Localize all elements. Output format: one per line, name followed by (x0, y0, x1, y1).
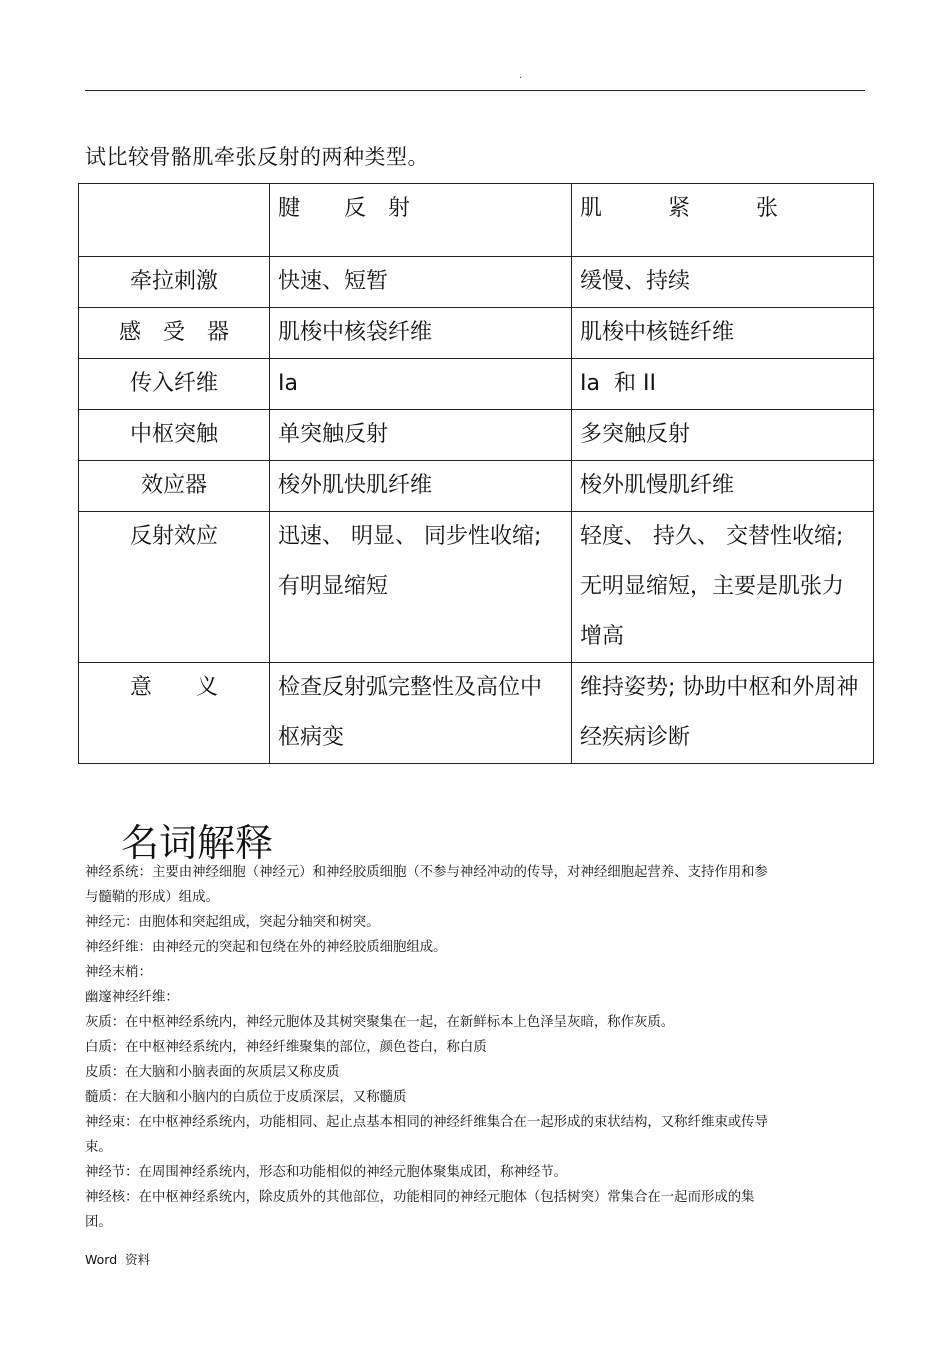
table-row (79, 461, 874, 512)
definition-item: 神经系统：主要由神经细胞（神经元）和神经胶质细胞（不参与神经冲动的传导，对神经细胞起营养、支持作用和参与髓鞘的形成）组成。 (85, 865, 768, 905)
definition-item: 白质：在中枢神经系统内，神经纤维聚集的部位，颜色苍白，称白质 (85, 1040, 487, 1055)
definition-item: 神经纤维：由神经元的突起和包绕在外的神经胶质细胞组成。 (85, 940, 447, 955)
header-mark: . (519, 70, 523, 81)
tendon-cell: Ia (270, 359, 572, 410)
tendon-cell: 单突触反射 (270, 410, 572, 461)
tendon-cell: 快速、短暂 (270, 257, 572, 308)
tendon-cell: 迅速、 明显、 同步性收缩;有明显缩短 (270, 512, 572, 663)
definition-item: 神经核：在中枢神经系统内，除皮质外的其他部位，功能相同的神经元胞体（包括树突）常集合在一起而形成的集团。 (85, 1190, 755, 1230)
row-label: 反射效应 (79, 512, 270, 663)
tone-cell: 缓慢、持续 (572, 257, 874, 308)
header-cell-empty (79, 184, 270, 257)
footer-label: Word 资料 (85, 1252, 151, 1267)
header-rule (85, 90, 865, 91)
definition-item: 神经束：在中枢神经系统内，功能相同、起止点基本相同的神经纤维集合在一起形成的束状结构，又称纤维束或传导束。 (85, 1115, 768, 1155)
table-row (79, 257, 874, 308)
header-cell-tendon-reflex: 腱 反 射 (270, 184, 572, 257)
tone-cell: 肌梭中核链纤维 (572, 308, 874, 359)
definition-item: 神经元：由胞体和突起组成，突起分轴突和树突。 (85, 915, 380, 930)
tone-cell: 多突触反射 (572, 410, 874, 461)
tone-cell: 梭外肌慢肌纤维 (572, 461, 874, 512)
definition-item: 幽邃神经纤维： (85, 990, 179, 1005)
tone-cell: 维持姿势; 协助中枢和外周神经疾病诊断 (572, 663, 874, 764)
row-label: 感 受 器 (79, 308, 270, 359)
table-row (79, 663, 874, 764)
row-label: 效应器 (79, 461, 270, 512)
definition-list (85, 860, 775, 1235)
tendon-cell: 肌梭中核袋纤维 (270, 308, 572, 359)
tendon-cell: 梭外肌快肌纤维 (270, 461, 572, 512)
definition-item: 髓质：在大脑和小脑内的白质位于皮质深层，又称髓质 (85, 1090, 407, 1105)
definition-item: 神经末梢： (85, 965, 152, 980)
table-row (79, 359, 874, 410)
table-row (79, 410, 874, 461)
table-row (79, 308, 874, 359)
section-title: 名词解释 (121, 821, 274, 865)
row-label: 牵拉刺激 (79, 257, 270, 308)
question-text: 试比较骨骼肌牵张反射的两种类型。 (85, 145, 429, 169)
tone-cell: 轻度、 持久、 交替性收缩;无明显缩短，主要是肌张力增高 (572, 512, 874, 663)
row-label: 传入纤维 (79, 359, 270, 410)
comparison-table (78, 183, 874, 764)
definition-item: 皮质：在大脑和小脑表面的灰质层又称皮质 (85, 1065, 340, 1080)
row-label: 意 义 (79, 663, 270, 764)
tone-cell: Ia 和 II (572, 359, 874, 410)
definition-item: 灰质：在中枢神经系统内，神经元胞体及其树突聚集在一起，在新鲜标本上色泽呈灰暗，称作灰质。 (85, 1015, 675, 1030)
header-cell-muscle-tone: 肌 紧 张 (572, 184, 874, 257)
tendon-cell: 检查反射弧完整性及高位中枢病变 (270, 663, 572, 764)
table-header-row (79, 184, 874, 257)
definition-item: 神经节：在周围神经系统内，形态和功能相似的神经元胞体聚集成团，称神经节。 (85, 1165, 568, 1180)
row-label: 中枢突触 (79, 410, 270, 461)
table-row (79, 512, 874, 663)
